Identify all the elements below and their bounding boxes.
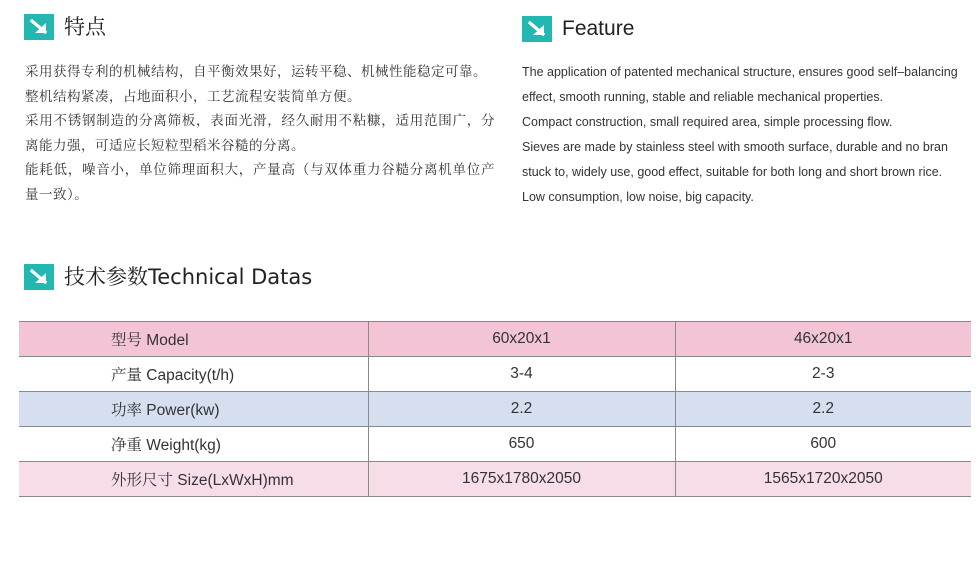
features-en-line: The application of patented mechanical structure, ensures good self–balancing (522, 65, 958, 79)
cell-value: 3-4 (368, 357, 675, 392)
row-label: 外形尺寸 Size(LxWxH)mm (19, 462, 368, 497)
row-label: 产量 Capacity(t/h) (19, 357, 368, 392)
features-en-line: stuck to, widely use, good effect, suitable for both long and short brown rice. (522, 165, 943, 179)
row-label: 净重 Weight(kg) (19, 427, 368, 462)
cell-value: 650 (368, 427, 675, 462)
table-row-power (19, 392, 971, 427)
arrow-down-right-icon (24, 264, 54, 290)
technical-heading (24, 264, 312, 290)
cell-value: 46x20x1 (675, 322, 971, 357)
specs-table (19, 321, 971, 497)
row-label: 型号 Model (19, 322, 368, 357)
table-row-weight (19, 427, 971, 462)
features-cn-paragraph: 整机结构紧凑，占地面积小，工艺流程安装简单方便。 (25, 88, 361, 105)
cell-value: 2.2 (675, 392, 971, 427)
features-en-line: effect, smooth running, stable and reliable mechanical properties. (522, 90, 884, 104)
table-row-model (19, 322, 971, 357)
features-cn-title: 特点 (64, 15, 106, 39)
table-row-size (19, 462, 971, 497)
features-cn-paragraph: 采用获得专利的机械结构，自平衡效果好，运转平稳、机械性能稳定可靠。 (25, 64, 487, 80)
cell-value: 2-3 (675, 357, 971, 392)
table-row-capacity (19, 357, 971, 392)
features-en-body (522, 60, 972, 210)
cell-value: 1675x1780x2050 (368, 462, 675, 497)
features-cn-paragraph: 采用不锈钢制造的分离筛板，表面光滑，经久耐用不粘糠，适用范围广，分离能力强，可适应长短粒型稻米谷糙的分离。 (25, 113, 495, 154)
cell-value: 600 (675, 427, 971, 462)
features-en-line: Compact construction, small required area, simple processing flow. (522, 115, 893, 129)
cell-value: 1565x1720x2050 (675, 462, 971, 497)
technical-title: 技术参数Technical Datas (64, 265, 313, 289)
features-cn-paragraph: 能耗低，噪音小，单位筛理面积大，产量高（与双体重力谷糙分离机单位产量一致）。 (25, 162, 495, 203)
arrow-down-right-icon (24, 14, 54, 40)
cell-value: 60x20x1 (368, 322, 675, 357)
features-en-line: Sieves are made by stainless steel with smooth surface, durable and no bran (522, 140, 948, 154)
features-cn-body (25, 60, 495, 207)
features-en-title: Feature (562, 17, 635, 40)
row-label: 功率 Power(kw) (19, 392, 368, 427)
features-en-heading (522, 16, 634, 42)
cell-value: 2.2 (368, 392, 675, 427)
arrow-down-right-icon (522, 16, 552, 42)
features-en-line: Low consumption, low noise, big capacity. (522, 190, 754, 204)
features-cn-heading (24, 14, 106, 40)
